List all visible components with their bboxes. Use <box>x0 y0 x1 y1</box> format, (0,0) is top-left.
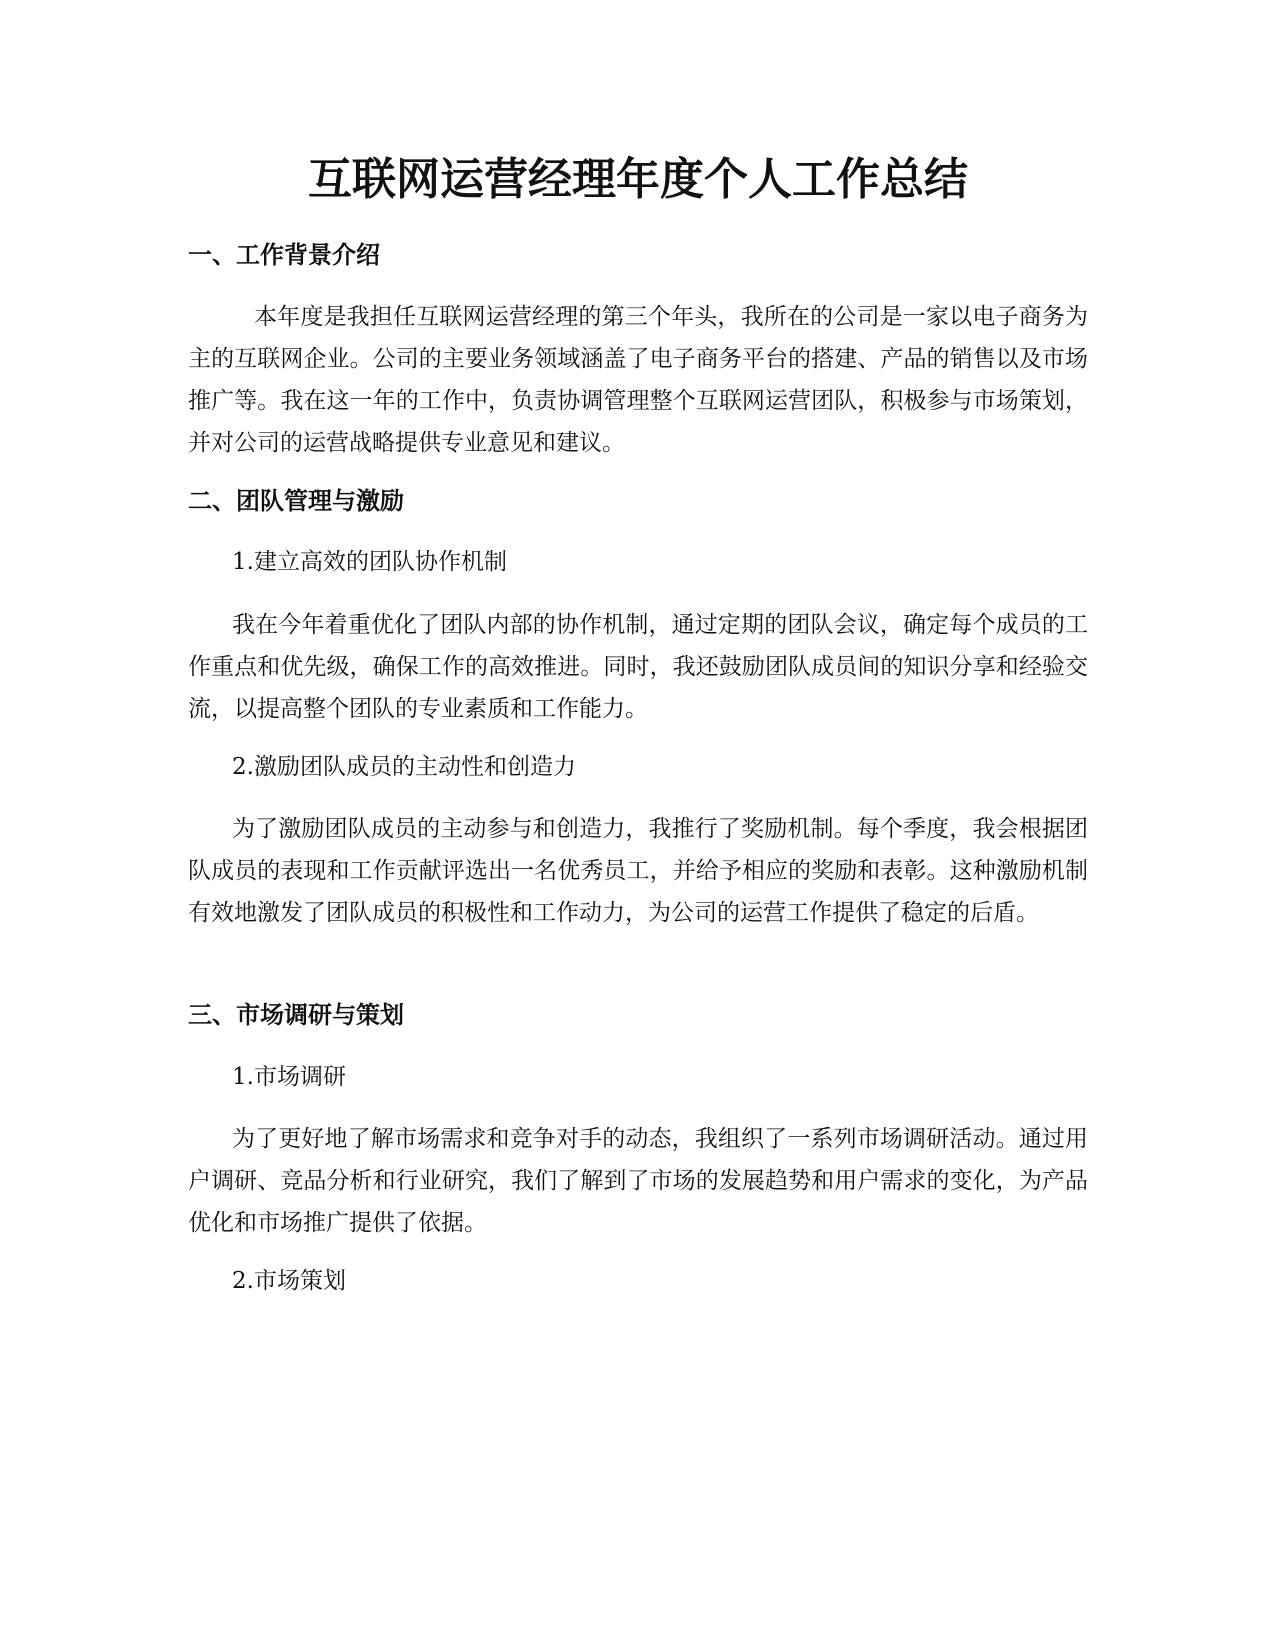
paragraph-market-research: 为了更好地了解市场需求和竞争对手的动态，我组织了一系列市场调研活动。通过用户调研、竞品分析和行业研究，我们了解到了市场的发展趋势和用户需求的变化，为产品优化和市场推广提供了依据。 <box>188 1126 1088 1236</box>
subheading-team-collaboration: 1.建立高效的团队协作机制 <box>232 549 507 575</box>
subheading-team-motivation: 2.激励团队成员的主动性和创造力 <box>232 754 576 780</box>
section-heading-background: 一、工作背景介绍 <box>188 241 380 269</box>
subheading-market-research: 1.市场调研 <box>232 1064 346 1090</box>
section-heading-team: 二、团队管理与激励 <box>188 487 404 515</box>
section-heading-market: 三、市场调研与策划 <box>188 1001 404 1029</box>
paragraph-team-collaboration: 我在今年着重优化了团队内部的协作机制，通过定期的团队会议，确定每个成员的工作重点和优先级，确保工作的高效推进。同时，我还鼓励团队成员间的知识分享和经验交流，以提高整个团队的专业素质和工作能力。 <box>188 612 1088 722</box>
paragraph-background: 本年度是我担任互联网运营经理的第三个年头，我所在的公司是一家以电子商务为主的互联网企业。公司的主要业务领域涵盖了电子商务平台的搭建、产品的销售以及市场推广等。我在这一年的工作中，负责协调管理整个互联网运营团队，积极参与市场策划，并对公司的运营战略提供专业意见和建议。 <box>188 304 1088 456</box>
paragraph-team-motivation: 为了激励团队成员的主动参与和创造力，我推行了奖励机制。每个季度，我会根据团队成员的表现和工作贡献评选出一名优秀员工，并给予相应的奖励和表彰。这种激励机制有效地激发了团队成员的积极性和工作动力，为公司的运营工作提供了稳定的后盾。 <box>188 816 1088 926</box>
document-title: 互联网运营经理年度个人工作总结 <box>308 154 968 205</box>
subheading-market-planning: 2.市场策划 <box>232 1268 346 1294</box>
